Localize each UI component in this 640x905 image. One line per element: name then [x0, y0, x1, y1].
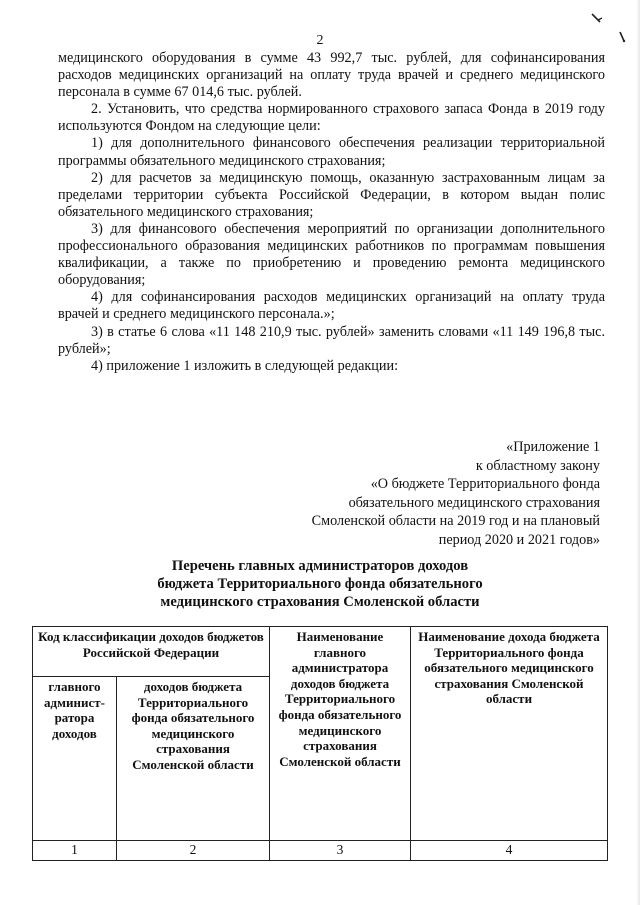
- column-number: 1: [33, 841, 117, 861]
- paragraph-continuation: медицинского оборудования в сумме 43 992,7 тыс. рублей, для софинансирования расходов медицинских организаций на оплату труда врачей и среднего медицинского персонала в сумме 67 014,6 тыс. рублей.: [58, 50, 605, 101]
- header-classification-code: Код классификации доходов бюджетов Российской Федерации: [33, 627, 270, 677]
- appendix-header: [240, 438, 600, 549]
- paragraph-purpose-2: 2) для расчетов за медицинскую помощь, оказанную застрахованным лицам за пределами территории субъекта Российской Федерации, в котором выдан полис обязательного медицинского страхования;: [58, 169, 605, 220]
- body-text: [58, 50, 605, 375]
- column-number: 2: [117, 841, 270, 861]
- appendix-line: «О бюджете Территориального фонда: [370, 476, 600, 492]
- appendix-line: период 2020 и 2021 годов»: [438, 531, 600, 548]
- column-number: 4: [411, 841, 608, 861]
- appendix-line: Смоленской области на 2019 год и на плановый: [311, 513, 600, 529]
- paragraph-purpose-1: 1) для дополнительного финансового обеспечения реализации территориальной программы обязательного медицинского страхования;: [58, 135, 605, 169]
- paragraph-clause-2: 2. Установить, что средства нормированного страхового запаса Фонда в 2019 году используются Фондом на следующие цели:: [58, 101, 605, 135]
- appendix-line: к областному закону: [475, 457, 600, 474]
- column-number: 3: [270, 841, 411, 861]
- appendix-line: «Приложение 1: [506, 439, 600, 455]
- header-admin-name: Наименование главного администратора доходов бюджета Территориального фонда обязательного медицинского страхования Смоленской области: [270, 627, 411, 841]
- paragraph-article-6: 3) в статье 6 слова «11 148 210,9 тыс. рублей» заменить словами «11 149 196,8 тыс. рублей»;: [58, 323, 605, 357]
- header-income-name: Наименование дохода бюджета Территориального фонда обязательного медицинского страхования Смоленской области: [411, 627, 608, 841]
- appendix-line: обязательного медицинского страхования: [348, 494, 600, 511]
- table-title-line: бюджета Территориального фонда обязательного: [157, 576, 483, 592]
- header-admin-code: главного админист-ратора доходов: [33, 677, 117, 841]
- paragraph-appendix-1: 4) приложение 1 изложить в следующей редакции:: [91, 357, 399, 374]
- administrators-table: [32, 626, 608, 861]
- table-title-line: Перечень главных администраторов доходов: [171, 558, 469, 574]
- paragraph-purpose-3: 3) для финансового обеспечения мероприятий по организации дополнительного профессионального образования медицинских работников по программам повышения квалификации, а также по приобретению и проведению ремонта медицинского оборудования;: [58, 220, 605, 289]
- table-title: [0, 557, 640, 611]
- page-number: 2: [316, 33, 324, 48]
- paragraph-purpose-4: 4) для софинансирования расходов медицинских организаций на оплату труда врачей и среднего медицинского персонала.»;: [58, 289, 605, 323]
- table-title-line: медицинского страхования Смоленской области: [160, 594, 480, 610]
- header-income-code: доходов бюджета Территориального фонда обязательного медицинского страхования Смоленской области: [117, 677, 270, 841]
